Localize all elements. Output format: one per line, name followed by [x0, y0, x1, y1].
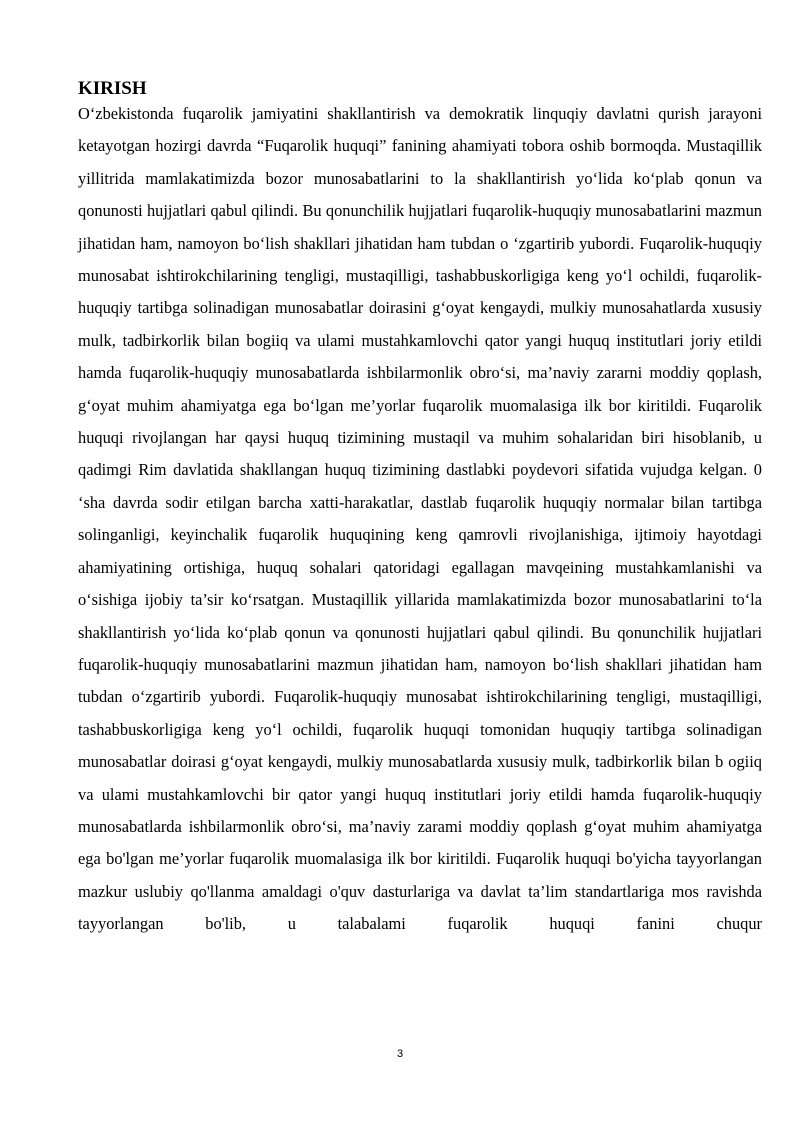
section-heading: KIRISH — [78, 78, 147, 99]
page-number: 3 — [396, 1048, 404, 1060]
body-paragraph: O‘zbekistonda fuqarolik jamiyatini shakllantirish va demokratik linquqiy davlatni qurish jarayoni ketayotgan hozirgi davrda “Fuqarolik huquqi” fanining ahamiyati tobora oshib bormoqda. Mustaqillik yillitrida mamlakatimizda bozor munosabatlarini to la shakllantirish yo‘lida ko‘plab qonun va qonunosti hujjatlari qabul qilindi. Bu qonunchilik hujjatlari fuqarolik-huquqiy munosabatlarini mazmun jihatidan ham, namoyon bo‘lish shakllari jihatidan ham tubdan o ‘zgartirib yubordi. Fuqarolik-huquqiy munosabat ishtirokchilarining tengligi, mustaqilligi, tashabbuskorligiga keng yo‘l ochildi, fuqarolik-huquqiy tartibga solinadigan munosabatlar doirasini g‘oyat kengaydi, mulkiy munosahatlarda xususiy mulk, tadbirkorlik bilan bogiiq va ulami mustahkamlovchi qator yangi huquq institutlari joriy etildi hamda fuqarolik-huquqiy munosabatlarda ishbilarmonlik obro‘si, ma’naviy zararni moddiy qoplash, g‘oyat muhim ahamiyatga ega bo‘lgan me’yorlar fuqarolik muomalasiga ilk bor kiritildi. Fuqarolik huquqi rivojlangan har qaysi huquq tizimining mustaqil va muhim sohalaridan biri hisoblanib, u qadimgi Rim davlatida shakllangan huquq tizimining dastlabki poydevori sifatida vujudga kelgan. 0 ‘sha davrda sodir etilgan barcha xatti-harakatlar, dastlab fuqarolik huquqiy normalar bilan tartibga solinganligi, keyinchalik fuqarolik huquqining keng qamrovli rivojlanishiga, ijtimoiy hayotdagi ahamiyatining ortishiga, huquq sohalari qatoridagi egallagan mavqeining mustahkamlanishi va o‘sishiga ijobiy ta’sir ko‘rsatgan. Mustaqillik yillarida mamlakatimizda bozor munosabatlarini to‘la shakllantirish yo‘lida ko‘plab qonun va qonunosti hujjatlari qabul qilindi. Bu qonunchilik hujjatlari fuqarolik-huquqiy munosabatlarini mazmun jihatidan ham, namoyon bo‘lish shakllari jihatidan ham tubdan o‘zgartirib yubordi. Fuqarolik-huquqiy munosabat ishtirokchilarining tengligi, mustaqilligi, tashabbuskorligiga keng yo‘l ochildi, fuqarolik huquqi tomonidan huquqiy tartibga solinadigan munosabatlar doirasi g‘oyat kengaydi, mulkiy munosabatlarda xususiy mulk, tadbirkorlik bilan b ogiiq va ulami mustahkamlovchi bir qator yangi huquq institutlari joriy etildi hamda fuqarolik-huquqiy munosabatlarda ishbilarmonlik obro‘si, ma’naviy zarami moddiy qoplash g‘oyat muhim ahamiyatga ega bo'lgan me’yorlar fuqarolik muomalasiga ilk bor kiritildi. Fuqarolik huquqi bo'yicha tayyorlangan mazkur uslubiy qo'llanma amaldagi o'quv dasturlariga va davlat ta’lim standartlariga mos ravishda tayyorlangan bo'lib, u talabalami fuqarolik huquqi fanini chuqur — [78, 104, 762, 934]
